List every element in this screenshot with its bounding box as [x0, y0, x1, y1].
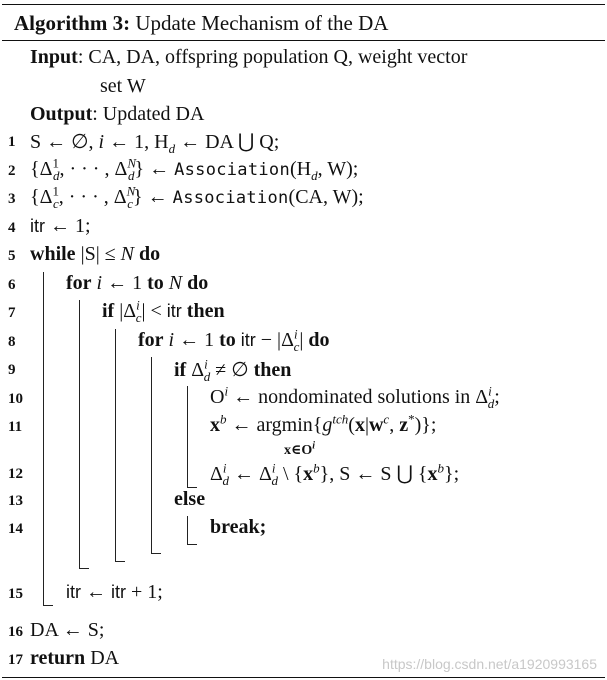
- keyword-break: break;: [210, 516, 267, 538]
- keyword-to: to: [147, 272, 164, 294]
- line-number: 8: [8, 334, 16, 350]
- line-number: 15: [8, 586, 23, 602]
- code-line-17: return DA: [30, 647, 120, 669]
- keyword-do: do: [139, 243, 161, 265]
- code-line-6: for i ← 1 to N do: [66, 272, 209, 294]
- line-number: 6: [8, 277, 16, 293]
- inner-for-block-bar: [151, 357, 152, 553]
- code-line-4: itr ← 1;: [30, 215, 91, 237]
- code-line-11: $x^b$ ← $argmin\{g^{tch}(x|w^c$, z*)};: [210, 411, 437, 436]
- line-number: 16: [8, 624, 23, 640]
- line-number: 7: [8, 305, 16, 321]
- keyword-to: to: [219, 329, 236, 351]
- then-block-end: [187, 487, 197, 488]
- keyword-then: then: [253, 359, 292, 381]
- keyword-return: return: [30, 647, 86, 669]
- keyword-if: if: [102, 300, 115, 322]
- output-text: : Updated DA: [92, 103, 205, 125]
- algorithm-label: Algorithm 3:: [14, 11, 131, 35]
- keyword-while: while: [30, 243, 76, 265]
- if-block-end: [115, 561, 125, 562]
- code-line-14: [210, 516, 266, 539]
- keyword-do: do: [308, 329, 330, 351]
- line-number: 2: [8, 163, 16, 179]
- else-block-bar: [187, 516, 188, 544]
- code-line-7: if $|\Delta^i_c|$ < itr then: [102, 297, 225, 325]
- inner-for-block-end: [151, 553, 161, 554]
- input-line: [30, 46, 467, 69]
- code-line-3: {$\Delta^1_c$, · · · , $\Delta^N_c$} ← Association(CA, W);: [30, 183, 364, 211]
- output-label: Output: [30, 103, 93, 125]
- line-number: 13: [8, 493, 23, 509]
- line-number: 9: [8, 362, 16, 378]
- else-block-end: [187, 544, 197, 545]
- code-line-15: itr ← itr + 1;: [66, 581, 163, 603]
- line-number: 3: [8, 191, 16, 207]
- keyword-for: for: [138, 329, 164, 351]
- line-number: 12: [8, 466, 23, 482]
- keyword-do: do: [187, 272, 209, 294]
- keyword-then: then: [186, 300, 225, 322]
- algorithm-box: [2, 4, 605, 678]
- code-line-1: S ← ∅, i ← 1, $H_d$ ← DA ⋃ Q;: [30, 131, 280, 156]
- keyword-if: if: [174, 359, 187, 381]
- while-block-bar: [43, 272, 44, 605]
- input-line-cont: set W: [100, 75, 146, 97]
- code-line-2: {$\Delta^1_d$, · · · , $\Delta^N_d$} ← $Association(H_d$, W);: [30, 155, 359, 183]
- code-line-12: $\Delta^i_d$ ← $\Delta^i_d$ \ $\{x^b\}$, S ← S ⋃ $\{x^b\}$;: [210, 460, 460, 488]
- then-block-bar: [187, 386, 188, 487]
- algorithm-title: [14, 11, 388, 36]
- code-line-5: while |S| ≤ N do: [30, 243, 161, 265]
- line-number: 11: [8, 419, 23, 435]
- argmin-subscript: $x\in O^i$: [284, 440, 316, 458]
- code-line-9: if $\Delta^i_d$ ≠ ∅ then: [174, 356, 292, 384]
- code-line-10: $O^i$ ← nondominated solutions in $\Delta^i_d$;: [210, 383, 500, 411]
- top-rule: [2, 4, 605, 5]
- bottom-rule: [2, 677, 605, 678]
- line-number: 5: [8, 248, 16, 264]
- algorithm-name: Update Mechanism of the DA: [135, 11, 389, 35]
- code-line-16: DA ← S;: [30, 619, 105, 641]
- code-line-13: [174, 488, 205, 511]
- while-block-end: [43, 605, 53, 606]
- code-line-8: for i ← 1 to itr − $|\Delta^i_c|$ do: [138, 326, 330, 354]
- line-number: 4: [8, 220, 16, 236]
- line-number: 17: [8, 652, 23, 668]
- title-rule: [2, 40, 605, 41]
- input-text: : CA, DA, offspring population Q, weight vector: [77, 46, 468, 68]
- line-number: 1: [8, 134, 16, 150]
- for-block-end: [79, 568, 89, 569]
- input-label: Input: [30, 46, 78, 68]
- line-number: 14: [8, 521, 23, 537]
- keyword-else: else: [174, 488, 206, 510]
- if-block-bar: [115, 329, 116, 561]
- keyword-for: for: [66, 272, 92, 294]
- for-block-bar: [79, 300, 80, 568]
- line-number: 10: [8, 391, 23, 407]
- watermark: https://blog.csdn.net/a1920993165: [382, 656, 597, 672]
- output-line: [30, 103, 204, 126]
